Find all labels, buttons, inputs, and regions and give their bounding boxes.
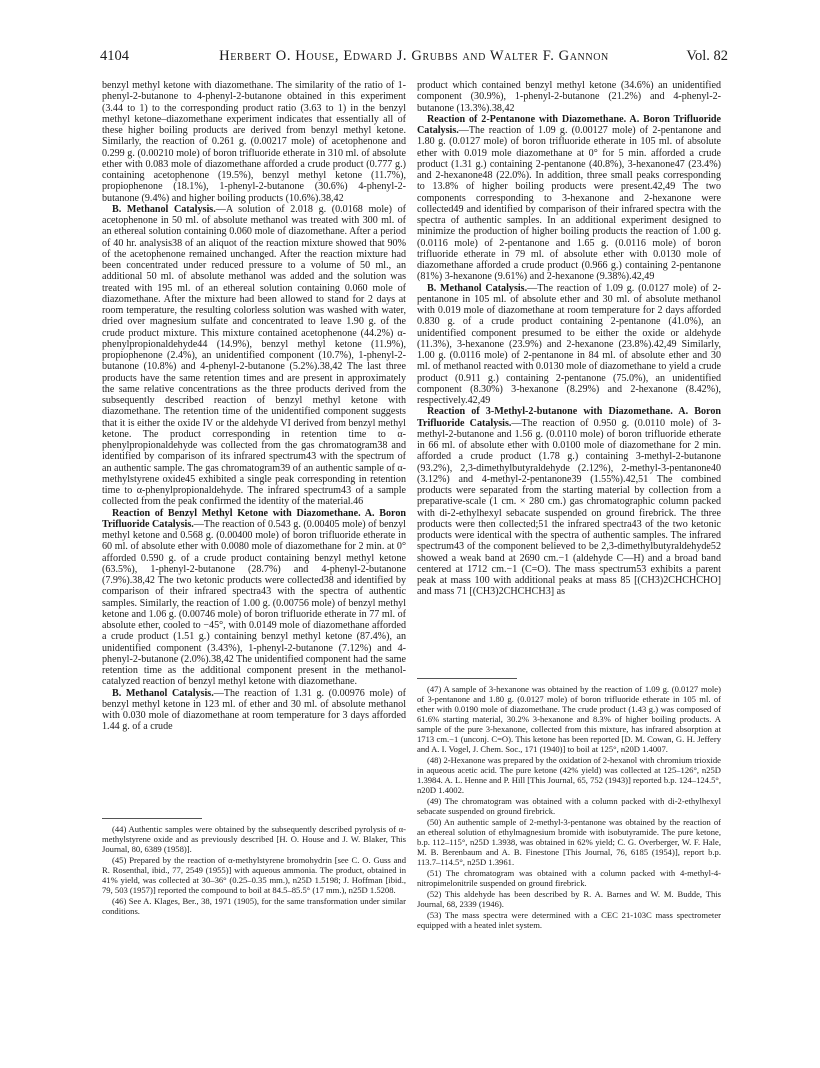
volume-label: Vol. 82 <box>686 48 728 64</box>
page-number: 4104 <box>100 48 129 64</box>
paragraph <box>417 283 721 407</box>
running-header <box>100 48 728 68</box>
footnote: (47) A sample of 3-hexanone was obtained by the reaction of 1.09 g. (0.0127 mole) of 3-pentanone and 1.80 g. (0.0127 mole) of boron trifluoride etherate in 105 ml. of ether with 0.0190 mole of diazomethane. The crude product (1.43 g.) was composed of 61.6% starting material, 30.2% 3-hexanone and 8.3% of higher boiling products. A sample of the pure 3-hexanone, collected from this mixture, has infrared absorption at 1713 cm.−1 (unconj. C=O). This ketone has been reported [D. M. Cowan, G. H. Jeffery and A. I. Vogel, J. Chem. Soc., 171 (1940)] to boil at 125°, n20D 1.4007. <box>417 684 721 754</box>
section-heading: B. Methanol Catalysis. <box>112 687 214 699</box>
section-heading: Reaction of 2-Pentanone with Diazomethane. A. Boron Trifluoride Catalysis. <box>417 113 721 136</box>
paragraph-body: —The reaction of 1.31 g. (0.00976 mole) of benzyl methyl ketone in 123 ml. of ether and 30 ml. of absolute methanol with 0.030 mole of diazomethane at room temperature for 3 days afforded 1.44 g. of a crude <box>102 687 406 733</box>
footnote: (44) Authentic samples were obtained by the subsequently described pyrolysis of α-methylstyrene oxide and as previously described [H. O. House and J. W. Blaker, This Journal, 80, 6389 (1958)]. <box>102 824 406 854</box>
paragraph: product which contained benzyl methyl ketone (34.6%) an unidentified component (30.9%), 1-phenyl-2-butanone (21.2%) and 4-phenyl-2-butanone (13.3%).38,42 <box>417 80 721 114</box>
section-heading: Reaction of 3-Methyl-2-butanone with Diazomethane. A. Boron Trifluoride Catalysis. <box>417 406 721 429</box>
footnote: (50) An authentic sample of 2-methyl-3-pentanone was obtained by the reaction of an ethereal solution of ethylmagnesium bromide with isobutyramide. The pure ketone, b.p. 112–115°, n25D 1.3938, was obtained in 62% yield; C. G. Overberger, W. F. Hale, M. B. Berenbaum and A. B. Finestone [This Journal, 76, 6185 (1954)], report b.p. 113.7–114.5°, n25D 1.3961. <box>417 817 721 867</box>
running-head-authors: Herbert O. House, Edward J. Grubbs and Walter F. Gannon <box>219 48 609 64</box>
paragraph <box>417 114 721 283</box>
footnote: (48) 2-Hexanone was prepared by the oxidation of 2-hexanol with chromium trioxide in aqueous acetic acid. The pure ketone (42% yield) was collected at 125–126°, n25D 1.3984. A. L. Henne and P. Hill [This Journal, 65, 752 (1943)] reported b.p. 124–124.5°, n20D 1.4002. <box>417 755 721 795</box>
paragraph <box>102 688 406 733</box>
footnote: (52) This aldehyde has been described by R. A. Barnes and W. M. Budde, This Journal, 68, 2339 (1946). <box>417 889 721 909</box>
paragraph-body: —A solution of 2.018 g. (0.0168 mole) of acetophenone in 50 ml. of absolute methanol was treated with 300 ml. of an ethereal solution containing 0.060 mole of diazomethane. After a period of 40 hr. analysis38 of an aliquot of the reaction mixture showed that 90% of the acetophenone remained unchanged. After the reaction mixture had been concentrated under reduced pressure to a volume of 50 ml., an additional 50 ml. of absolute methanol was added and the solution was treated with 195 ml. of an ethereal solution containing 0.060 mole of diazomethane. After the mixture had been allowed to stand for 2 days at room temperature, the resulting colorless solution was washed with water, dried over magnesium sulfate and concentrated to leave 1.90 g. of the crude product mixture. This mixture contained acetophenone (44.2%) α-phenylpropionaldehyde44 (14.9%), benzyl methyl ketone (11.9%), propiophenone (2.4%), an unidentified component (10.7%), 1-phenyl-2-butanone (10.8%) and 4-phenyl-2-butanone (5.2%).38,42 The last three products have the same retention times and are present in approximately the same relative concentrations as the three products derived from the subsequently described reaction of benzyl methyl ketone with diazomethane. The retention time of the unidentified component suggests that it is either the oxide IV or the aldehyde VI derived from benzyl methyl ketone. The product corresponding in retention time to α-phenylpropionaldehyde was collected from the gas chromatogram38 and identified by comparison of its infrared spectrum43 with the spectrum of an authentic sample. The gas chromatogram39 of an authentic sample of α-methylstyrene oxide45 exhibited a single peak corresponding in retention time to α-phenylpropionaldehyde. The infrared spectrum43 of a sample collected from the peak confirmed the identity of the material.46 <box>102 203 406 508</box>
footnote: (53) The mass spectra were determined with a CEC 21-103C mass spectrometer equipped with a heated inlet system. <box>417 910 721 930</box>
footnotes-right <box>417 684 721 1024</box>
footnote: (46) See A. Klages, Ber., 38, 1971 (1905), for the same transformation under similar conditions. <box>102 896 406 916</box>
footnote: (45) Prepared by the reaction of α-methylstyrene bromohydrin [see C. O. Guss and R. Rosenthal, ibid., 77, 2549 (1955)] with aqueous ammonia. The product, obtained in 41% yield, was collected at 30–36° (0.25–0.35 mm.), n25D 1.5198; J. Hoffman [ibid., 79, 503 (1957)] reported the compound to boil at 84.5–85.5° (17 mm.), n25D 1.5208. <box>102 855 406 895</box>
paragraph-body: —The reaction of 1.09 g. (0.0127 mole) of 2-pentanone in 105 ml. of absolute ether and 30 ml. of absolute methanol with 0.019 mole of diazomethane at room temperature for 2 days afforded 0.830 g. of a crude product containing 2-pentanone (41.0%), an unidentified component presumed to be either the oxide or aldehyde (11.3%), 3-hexanone (23.9%) and 2-hexanone (23.8%).42,49 Similarly, 1.00 g. (0.0116 mole) of 2-pentanone in 84 ml. of absolute ether and 30 ml. of methanol reacted with 0.0130 mole of diazomethane to yield a crude product (0.911 g.) containing 2-pentanone (75.0%), an unidentified component (8.30%) 3-hexanone (8.29%) and 2-hexanone (8.42%), respectively.42,49 <box>417 282 721 406</box>
right-column <box>417 80 721 676</box>
footnotes-left <box>102 824 406 1024</box>
paragraph-body: —The reaction of 0.543 g. (0.00405 mole) of benzyl methyl ketone and 0.568 g. (0.00400 mole) of boron trifluoride etherate in 60 ml. of absolute ether with 0.0080 mole of diazomethane for 2 min. at 0° afforded 0.590 g. of a crude product containing benzyl methyl ketone (63.5%), 1-phenyl-2-butanone (28.7%) and 4-phenyl-2-butanone (7.9%).38,42 The two ketonic products were collected38 and identified by comparison of their infrared spectra43 with the spectra of authentic samples. Similarly, the reaction of 1.00 g. (0.00756 mole) of benzyl methyl ketone and 1.06 g. (0.00746 mole) of boron trifluoride etherate in 77 ml. of absolute ether, cooled to −45°, with 0.0149 mole of diazomethane afforded a crude product (1.51 g.) containing benzyl methyl ketone (87.4%), an unidentified component (3.43%), 1-phenyl-2-butanone (7.12%) and 4-phenyl-2-butanone (2.0%).38,42 The unidentified component had the same retention time as the additional component present in the methanol-catalyzed reaction of benzyl methyl ketone with diazomethane. <box>102 518 406 688</box>
paragraph-body: —The reaction of 0.950 g. (0.0110 mole) of 3-methyl-2-butanone and 1.56 g. (0.0110 mole) of boron trifluoride etherate in 66 ml. of absolute ether with 0.0100 mole of diazomethane for 2 min. afforded a crude product (1.78 g.) containing 3-methyl-2-butanone (93.2%), 2,3-dimethylbutyraldehyde (2.12%), 2-methyl-3-pentanone40 (3.12%) and 4-methyl-2-pentanone39 (1.55%).42,51 The combined products were separated from the starting material by collection from a preparative-scale (1 cm. × 280 cm.) gas chromatographic column packed with di-2-ethylhexyl sebacate suspended on ground firebrick. The three products were then collected;51 the infrared spectra43 of the two ketonic products were identical with the spectra of authentic samples. The infrared spectrum43 of the component believed to be 2,3-dimethylbutyraldehyde52 showed a weak band at 2690 cm.−1 (aldehyde C—H) and a broad band centered at 1712 cm.−1 (C=O). The mass spectrum53 exhibits a parent peak at mass 100 with additional peaks at mass 85 [(CH3)2CHCHCHO] and mass 71 [(CH3)2CHCHCH3] as <box>417 417 721 598</box>
footnote: (51) The chromatogram was obtained with a column packed with 4-methyl-4-nitropimelonitrile suspended on ground firebrick. <box>417 868 721 888</box>
left-column <box>102 80 406 814</box>
paragraph-body: —The reaction of 1.09 g. (0.00127 mole) of 2-pentanone and 1.80 g. (0.0127 mole) of boron trifluoride etherate in 105 ml. of absolute ether with 0.019 mole diazomethane at 0° for 5 min. afforded a crude product (1.31 g.) containing 2-pentanone (40.8%), 3-hexanone47 (23.4%) and 2-hexanone48 (22.0%). In addition, three small peaks corresponding to 13.8% of higher boiling products were present.42,49 The two components corresponding to 3-hexanone and 2-hexanone were collected49 and identified by comparison of their infrared spectra with the spectra of authentic samples. In an additional experiment designed to minimize the production of higher boiling products the reaction of 1.00 g. (0.0116 mole) of 2-pentanone and 1.65 g. (0.0116 mole) of boron trifluoride etherate in 79 ml. of absolute ether with 0.0130 mole of diazomethane afforded a crude product (0.966 g.) containing 2-pentanone (81%) 3-hexanone (9.61%) and 2-hexanone (9.38%).42,49 <box>417 125 721 283</box>
paragraph <box>417 406 721 597</box>
footnote-rule <box>417 678 517 679</box>
paragraph: benzyl methyl ketone with diazomethane. The similarity of the ratio of 1-phenyl-2-butanone to 4-phenyl-2-butanone obtained in this experiment (3.44 to 1) to the corresponding product ratio (3.63 to 1) in the benzyl methyl ketone–diazomethane experiment indicates that essentially all of these higher boiling products are derived from benzyl methyl ketone. Similarly, the reaction of 0.261 g. (0.00217 mole) of acetophenone and 0.299 g. (0.00210 mole) of boron trifluoride etherate in 310 ml. of absolute ether with 0.083 mole of diazomethane afforded a crude product (0.777 g.) containing acetophenone (19.5%), benzyl methyl ketone (11.7%), propiophenone (18.1%), 1-phenyl-2-butanone (30.6%) 4-phenyl-2-butanone (9.4%) and higher boiling products (10.6%).38,42 <box>102 80 406 204</box>
footnote: (49) The chromatogram was obtained with a column packed with di-2-ethylhexyl sebacate suspended on ground firebrick. <box>417 796 721 816</box>
footnote-rule <box>102 818 202 819</box>
paragraph <box>102 204 406 508</box>
section-heading: B. Methanol Catalysis. <box>112 203 216 215</box>
section-heading: B. Methanol Catalysis. <box>427 282 528 294</box>
paragraph <box>102 508 406 688</box>
section-heading: Reaction of Benzyl Methyl Ketone with Diazomethane. A. Boron Trifluoride Catalysis. <box>102 507 406 530</box>
